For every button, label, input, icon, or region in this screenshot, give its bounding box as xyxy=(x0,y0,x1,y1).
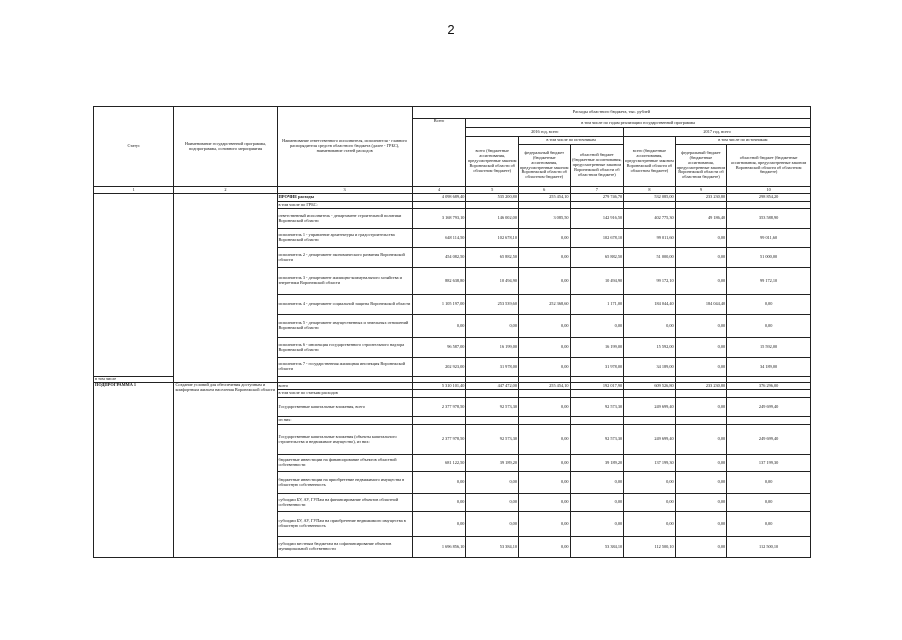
subprogram-name: Создание условий для обеспечения доступным и комфортным жильем населения Воронежской области xyxy=(174,383,277,558)
value-cell: 0,00 xyxy=(675,268,727,295)
value-cell: 0,00 xyxy=(570,315,624,338)
value-cell: 2 377 978,50 xyxy=(412,398,466,417)
column-number: 8 xyxy=(624,187,676,194)
value-cell: 0,00 xyxy=(412,512,466,537)
value-cell: 249 699,40 xyxy=(727,398,811,417)
empty-cell xyxy=(94,202,174,209)
table-row xyxy=(94,268,811,295)
value-cell: 376 296,00 xyxy=(727,383,811,390)
header-2017-by-sources: в том числе по источникам xyxy=(675,137,810,145)
value-cell: 402 775,30 xyxy=(624,209,676,229)
value-cell xyxy=(412,202,466,209)
value-cell xyxy=(675,417,727,425)
header-2016-regional: областной бюджет (бюджетные ассигнования, предусмотренные законом Воронежской области об областном бюджете) xyxy=(570,145,624,187)
row-label: Государственные капитальные вложения, всего xyxy=(277,398,412,417)
header-status: Статус xyxy=(94,107,174,187)
value-cell: 102 678,10 xyxy=(466,229,519,248)
value-cell: 0,00 xyxy=(518,494,570,512)
table-row xyxy=(94,229,811,248)
value-cell: 202 923,00 xyxy=(412,358,466,377)
empty-cell xyxy=(94,194,174,202)
value-cell: 192 017,90 xyxy=(570,383,624,390)
header-expenses: Расходы областного бюджета, тыс. рублей xyxy=(412,107,810,119)
value-cell xyxy=(412,417,466,425)
value-cell: 99 172,10 xyxy=(727,268,811,295)
value-cell: 3 085,50 xyxy=(518,209,570,229)
value-cell: 0,00 xyxy=(675,358,727,377)
empty-cell xyxy=(94,358,174,377)
value-cell: 0,00 xyxy=(412,472,466,494)
value-cell: 51 000,00 xyxy=(727,248,811,268)
value-cell: 53 384,10 xyxy=(570,537,624,558)
value-cell: 102 678,10 xyxy=(570,229,624,248)
empty-cell xyxy=(94,295,174,315)
empty-cell xyxy=(174,202,277,209)
column-numbers-row xyxy=(94,187,811,194)
table-row xyxy=(94,202,811,209)
value-cell: 0,00 xyxy=(675,494,727,512)
value-cell: 146 002,00 xyxy=(466,209,519,229)
column-number: 9 xyxy=(675,187,727,194)
value-cell: 137 199,30 xyxy=(624,455,676,472)
value-cell: 184 044,40 xyxy=(675,295,727,315)
empty-cell xyxy=(174,194,277,202)
empty-cell xyxy=(174,358,277,377)
value-cell: 233 230,80 xyxy=(675,383,727,390)
value-cell: 0,00 xyxy=(570,472,624,494)
value-cell: 0,00 xyxy=(412,315,466,338)
value-cell: 0,00 xyxy=(727,315,811,338)
value-cell: 31 978,00 xyxy=(570,358,624,377)
value-cell: 609 526,80 xyxy=(624,383,676,390)
table-row xyxy=(94,295,811,315)
header-total: Всего xyxy=(412,119,466,187)
value-cell: 648 114,50 xyxy=(412,229,466,248)
row-label: субсидии БУ, АУ, ГУПам на приобретение недвижимого имущества в областную собственность xyxy=(277,512,412,537)
empty-cell xyxy=(94,338,174,358)
value-cell: 15 592,00 xyxy=(624,338,676,358)
value-cell xyxy=(466,417,519,425)
value-cell xyxy=(727,417,811,425)
row-label: бюджетные инвестиции на приобретение недвижимого имущества в областную собственность xyxy=(277,472,412,494)
value-cell: 249 699,40 xyxy=(624,425,676,455)
column-number: 5 xyxy=(466,187,519,194)
header-program-name: Наименование государственной программы, подпрограммы, основного мероприятия xyxy=(174,107,277,187)
row-label: исполнитель 7 - государственная жилищная инспекция Воронежской области xyxy=(277,358,412,377)
value-cell: 16 199,00 xyxy=(466,338,519,358)
value-cell: 0,00 xyxy=(518,268,570,295)
budget-table xyxy=(93,106,811,558)
value-cell: 4 098 689,40 xyxy=(412,194,466,202)
table-row xyxy=(94,248,811,268)
value-cell: 5 310 101,40 xyxy=(412,383,466,390)
empty-cell xyxy=(94,268,174,295)
value-cell: 39 189,20 xyxy=(570,455,624,472)
header-2017-total-note: всего (бюджетные ассигнования, предусмотренные законом Воронежской области об областном бюджете) xyxy=(624,137,676,187)
header-year-2016: 2016 год, всего xyxy=(466,128,624,137)
header-2016-federal: федеральный бюджет (бюджетные ассигнования, предусмотренные законом Воронежской области об областном бюджете) xyxy=(518,145,570,187)
value-cell: 184 044,40 xyxy=(624,295,676,315)
value-cell: 10 494,90 xyxy=(466,268,519,295)
value-cell: 99 011,60 xyxy=(727,229,811,248)
empty-cell xyxy=(174,248,277,268)
value-cell: 0,00 xyxy=(412,494,466,512)
row-label: исполнитель 5 - департамент имущественных и земельных отношений Воронежской области xyxy=(277,315,412,338)
header-executor: Наименование ответственного исполнителя, исполнителя - главного распорядителя средств областного бюджета (далее - ГРБС), наименование статей расходов xyxy=(277,107,412,187)
top-rows xyxy=(94,194,811,383)
value-cell xyxy=(570,202,624,209)
value-cell: 882 638,80 xyxy=(412,268,466,295)
column-number: 6 xyxy=(518,187,570,194)
empty-cell xyxy=(94,315,174,338)
value-cell: 0,00 xyxy=(675,537,727,558)
value-cell xyxy=(570,417,624,425)
value-cell: 65 882,50 xyxy=(570,248,624,268)
table-row xyxy=(94,194,811,202)
table-row xyxy=(94,209,811,229)
value-cell: 34 189,00 xyxy=(624,358,676,377)
value-cell: 0,00 xyxy=(675,248,727,268)
value-cell: 0,00 xyxy=(518,358,570,377)
value-cell: 0,00 xyxy=(727,295,811,315)
header-2017-federal: федеральный бюджет (бюджетные ассигнования, предусмотренные законом Воронежской области об областном бюджете) xyxy=(675,145,727,187)
subprogram-status: ПОДПРОГРАММА 1 xyxy=(94,383,174,558)
value-cell: 0,00 xyxy=(675,512,727,537)
value-cell: 0,00 xyxy=(675,338,727,358)
value-cell: 0,00 xyxy=(518,455,570,472)
row-label: исполнитель 4 - департамент социальной защиты Воронежской области xyxy=(277,295,412,315)
value-cell: 681 122,50 xyxy=(412,455,466,472)
row-label: из них: xyxy=(277,417,412,425)
value-cell: 1 105 197,00 xyxy=(412,295,466,315)
value-cell: 0,00 xyxy=(675,472,727,494)
value-cell: 0,00 xyxy=(518,425,570,455)
value-cell: 249 699,40 xyxy=(727,425,811,455)
empty-cell xyxy=(94,248,174,268)
column-number: 4 xyxy=(412,187,466,194)
value-cell: 532 085,00 xyxy=(624,194,676,202)
value-cell: 249 699,40 xyxy=(624,398,676,417)
row-label: субсидии БУ, АУ, ГУПам на финансирование объектов областной собственности xyxy=(277,494,412,512)
row-label: ПРОЧИЕ расходы xyxy=(277,194,412,202)
value-cell xyxy=(675,202,727,209)
table-row xyxy=(94,358,811,377)
value-cell: 1 171,00 xyxy=(570,295,624,315)
value-cell: 39 189,20 xyxy=(466,455,519,472)
value-cell: 1 696 856,10 xyxy=(412,537,466,558)
value-cell xyxy=(675,390,727,398)
value-cell: 298 854,20 xyxy=(727,194,811,202)
value-cell: 51 000,00 xyxy=(624,248,676,268)
value-cell xyxy=(727,202,811,209)
row-label: субсидии местным бюджетам на софинансирование объектов муниципальной собственности xyxy=(277,537,412,558)
value-cell: 96 587,00 xyxy=(412,338,466,358)
value-cell: 0,00 xyxy=(518,512,570,537)
row-label: ответственный исполнитель - департамент строительной политики Воронежской области xyxy=(277,209,412,229)
value-cell: 0,00 xyxy=(518,229,570,248)
row-label: бюджетные инвестиции на финансирование объектов областной собственности xyxy=(277,455,412,472)
table-row xyxy=(94,383,811,390)
value-cell: 16 199,00 xyxy=(570,338,624,358)
value-cell: 2 377 978,50 xyxy=(412,425,466,455)
header-year-2017: 2017 год, всего xyxy=(624,128,811,137)
in-that-number-label: в том числе xyxy=(94,377,174,383)
value-cell: 3 168 793,10 xyxy=(412,209,466,229)
value-cell: 255 454,10 xyxy=(518,383,570,390)
value-cell: 142 916,50 xyxy=(570,209,624,229)
value-cell xyxy=(518,417,570,425)
value-cell: 0,00 xyxy=(518,398,570,417)
value-cell: 255 454,10 xyxy=(518,194,570,202)
value-cell: 0,00 xyxy=(570,494,624,512)
column-number: 2 xyxy=(174,187,277,194)
value-cell: 353 588,90 xyxy=(727,209,811,229)
value-cell xyxy=(727,390,811,398)
value-cell: 34 189,00 xyxy=(727,358,811,377)
row-label: исполнитель 1 - управление архитектуры и градостроительства Воронежской области xyxy=(277,229,412,248)
value-cell: 0,00 xyxy=(570,512,624,537)
header-2017-regional: областной бюджет (бюджетные ассигнования, предусмотренные законом Воронежской области об областном бюджете) xyxy=(727,145,811,187)
value-cell: 447 472,00 xyxy=(466,383,519,390)
value-cell: 10 494,90 xyxy=(570,268,624,295)
value-cell: 65 882,50 xyxy=(466,248,519,268)
value-cell: 0,00 xyxy=(466,512,519,537)
column-number: 3 xyxy=(277,187,412,194)
value-cell: 92 573,30 xyxy=(466,398,519,417)
value-cell: 53 384,10 xyxy=(466,537,519,558)
empty-cell xyxy=(94,209,174,229)
row-label: в том числе по ГРБС: xyxy=(277,202,412,209)
value-cell xyxy=(518,390,570,398)
row-label: в том числе по статьям расходов xyxy=(277,390,412,398)
value-cell xyxy=(624,390,676,398)
empty-cell xyxy=(174,295,277,315)
value-cell: 49 186,40 xyxy=(675,209,727,229)
value-cell: 0,00 xyxy=(466,472,519,494)
value-cell: 0,00 xyxy=(727,472,811,494)
value-cell: 454 082,50 xyxy=(412,248,466,268)
value-cell xyxy=(570,390,624,398)
value-cell: 0,00 xyxy=(518,537,570,558)
value-cell xyxy=(466,390,519,398)
column-number: 7 xyxy=(570,187,624,194)
value-cell: 279 746,70 xyxy=(570,194,624,202)
value-cell: 252 368,60 xyxy=(518,295,570,315)
empty-cell xyxy=(94,229,174,248)
value-cell: 0,00 xyxy=(675,398,727,417)
value-cell: 233 230,80 xyxy=(675,194,727,202)
page-number: 2 xyxy=(447,22,455,37)
subprogram-rows xyxy=(94,383,811,558)
value-cell: 0,00 xyxy=(624,512,676,537)
value-cell: 92 573,30 xyxy=(466,425,519,455)
row-label: Государственные капитальные вложения (объекты капитального строительства и недвижимое имущество), из них: xyxy=(277,425,412,455)
value-cell: 0,00 xyxy=(518,248,570,268)
value-cell: 99 172,10 xyxy=(624,268,676,295)
value-cell: 0,00 xyxy=(624,472,676,494)
value-cell xyxy=(518,202,570,209)
value-cell: 0,00 xyxy=(727,494,811,512)
value-cell: 92 573,30 xyxy=(570,398,624,417)
header-2016-total-note: всего (бюджетные ассигнования, предусмотренные законом Воронежской области об областном бюджете) xyxy=(466,137,519,187)
value-cell xyxy=(624,417,676,425)
row-label: исполнитель 3 - департамент жилищно-коммунального хозяйства и энергетики Воронежской области xyxy=(277,268,412,295)
value-cell: 112 500,10 xyxy=(727,537,811,558)
value-cell: 0,00 xyxy=(675,455,727,472)
value-cell: 112 500,10 xyxy=(624,537,676,558)
value-cell: 0,00 xyxy=(518,338,570,358)
value-cell: 0,00 xyxy=(624,494,676,512)
value-cell: 0,00 xyxy=(675,315,727,338)
column-number: 1 xyxy=(94,187,174,194)
header-by-years: в том числе по годам реализации государственной программы xyxy=(466,119,811,128)
row-label: исполнитель 2 - департамент экономического развития Воронежской области xyxy=(277,248,412,268)
header-2016-by-sources: в том числе по источникам xyxy=(518,137,623,145)
empty-cell xyxy=(174,229,277,248)
value-cell: 99 011,60 xyxy=(624,229,676,248)
empty-cell xyxy=(174,338,277,358)
value-cell: 535 200,80 xyxy=(466,194,519,202)
value-cell: 0,00 xyxy=(518,472,570,494)
value-cell: 31 978,00 xyxy=(466,358,519,377)
column-number: 10 xyxy=(727,187,811,194)
row-label: исполнитель 6 - инспекция государственного строительного надзора Воронежской области xyxy=(277,338,412,358)
empty-cell xyxy=(174,315,277,338)
empty-cell xyxy=(174,209,277,229)
table-row xyxy=(94,338,811,358)
value-cell: 0,00 xyxy=(518,315,570,338)
table-row xyxy=(94,315,811,338)
value-cell: 92 573,30 xyxy=(570,425,624,455)
value-cell xyxy=(412,390,466,398)
value-cell xyxy=(466,202,519,209)
value-cell: 0,00 xyxy=(624,315,676,338)
value-cell: 0,00 xyxy=(675,425,727,455)
row-label: всего xyxy=(277,383,412,390)
value-cell: 15 592,00 xyxy=(727,338,811,358)
value-cell: 0,00 xyxy=(727,512,811,537)
value-cell: 137 199,30 xyxy=(727,455,811,472)
empty-cell xyxy=(174,268,277,295)
value-cell: 0,00 xyxy=(466,315,519,338)
value-cell: 253 539,60 xyxy=(466,295,519,315)
value-cell xyxy=(624,202,676,209)
value-cell: 0,00 xyxy=(466,494,519,512)
value-cell: 0,00 xyxy=(675,229,727,248)
